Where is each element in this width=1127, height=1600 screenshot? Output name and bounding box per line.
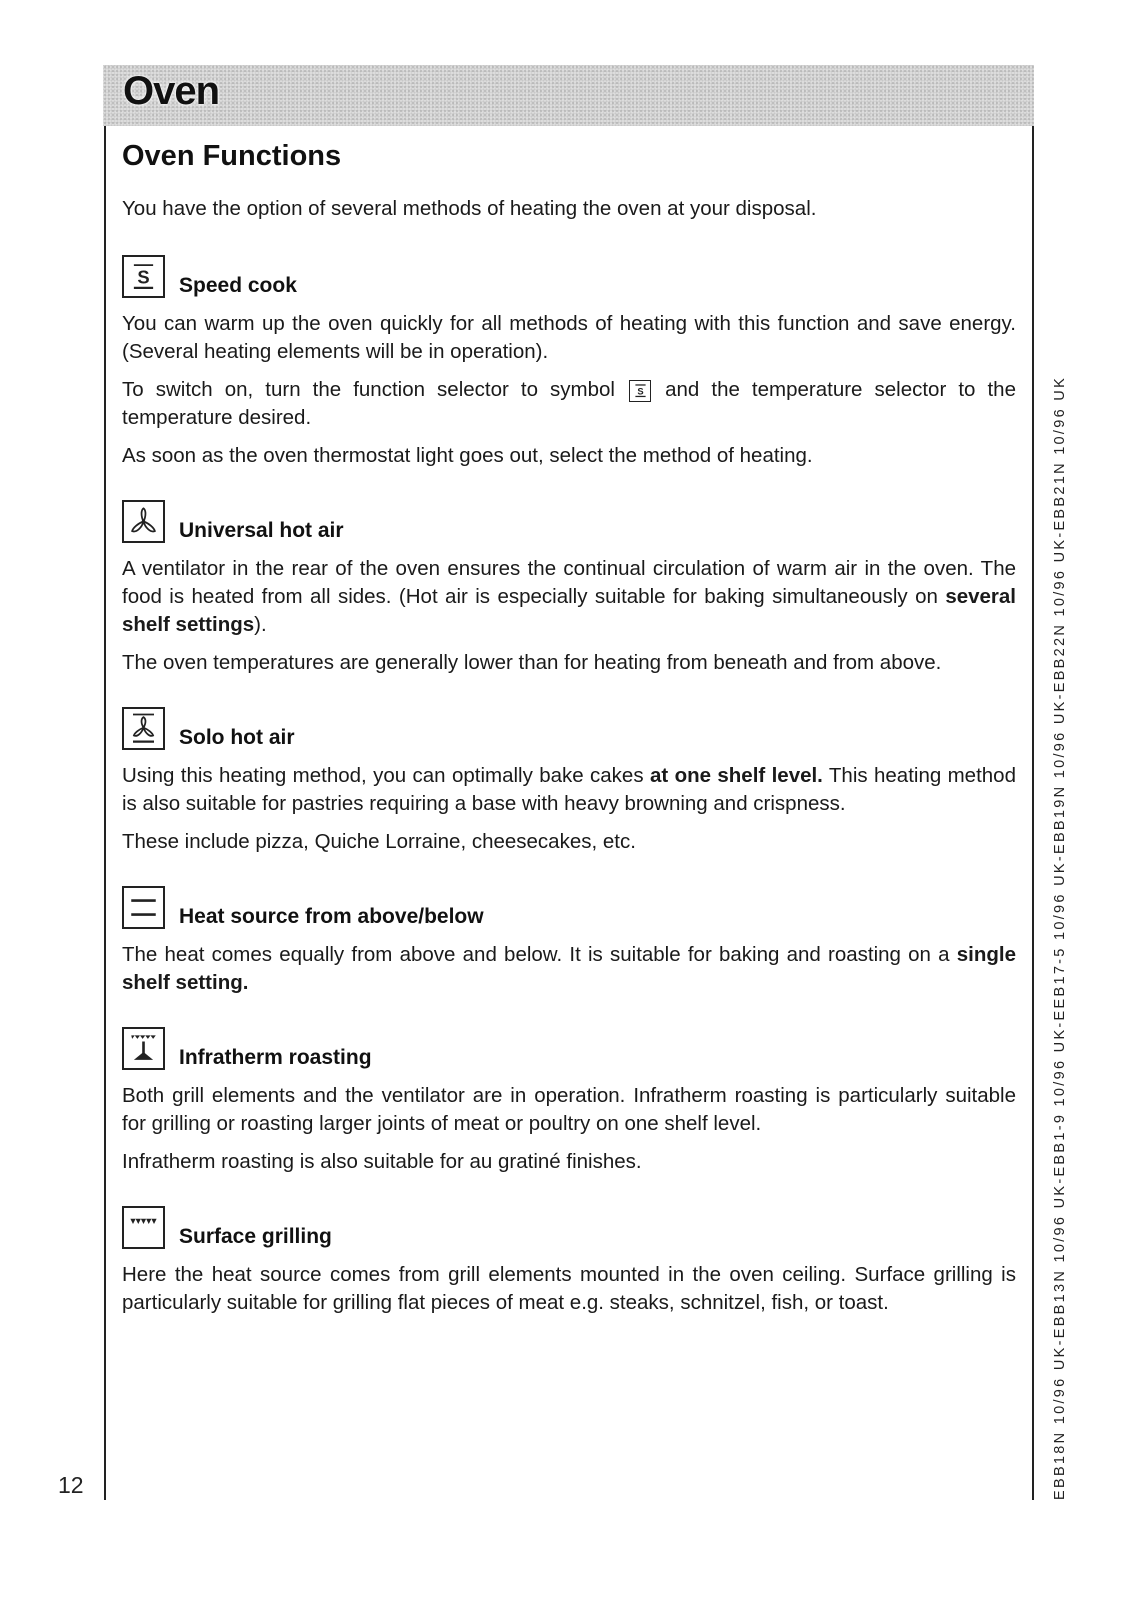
grill-with-fan-icon (122, 1027, 165, 1070)
function-infratherm-roasting (122, 1027, 1016, 1176)
function-description: Using this heating method, you can optimally bake cakes at one shelf level. This heating method is also suitable for pastries requiring a base with heavy browning and crispness. (122, 764, 1016, 815)
right-margin-rule (1032, 126, 1034, 1500)
intro-text: You have the option of several methods of heating the oven at your disposal. (122, 197, 817, 220)
function-title: Infratherm roasting (179, 1046, 372, 1069)
function-surface-grilling (122, 1206, 1016, 1317)
header-band (103, 65, 1034, 126)
grill-element-icon (122, 1206, 165, 1249)
function-title: Solo hot air (179, 726, 295, 749)
section-title: Oven Functions (122, 140, 342, 172)
function-universal-hot-air (122, 500, 1016, 677)
function-solo-hot-air (122, 707, 1016, 856)
left-margin-rule (104, 126, 106, 1500)
model-code-list: EBB18N 10/96 UK-EBB13N 10/96 UK-EBB1-9 10/96 UK-EEB17-5 10/96 UK-EBB19N 10/96 UK-EBB22N 10/96 UK-EBB21N 10/96 UK (1052, 375, 1068, 1500)
function-description: Both grill elements and the ventilator are in operation. Infratherm roasting is particularly suitable for grilling or roasting larger joints of meat or poultry on one shelf level. (122, 1084, 1016, 1135)
function-title: Surface grilling (179, 1225, 332, 1248)
function-description: The heat comes equally from above and below. It is suitable for baking and roasting on a single shelf setting. (122, 943, 1017, 994)
svg-text:S: S (636, 386, 644, 397)
speed-cook-s-icon (122, 255, 165, 298)
function-description: You can warm up the oven quickly for all methods of heating with this function and save energy. (Several heating elements will be in operation). (122, 312, 1016, 363)
function-note: The oven temperatures are generally lower than for heating from beneath and from above. (122, 651, 942, 674)
function-title: Heat source from above/below (179, 905, 484, 928)
fan-icon (122, 500, 165, 543)
speed-cook-s-icon (629, 380, 651, 402)
function-note: As soon as the oven thermostat light goes out, select the method of heating. (122, 444, 813, 467)
function-title: Universal hot air (179, 519, 344, 542)
function-description: Here the heat source comes from grill elements mounted in the oven ceiling. Surface grilling is particularly suitable for grilling flat pieces of meat e.g. steaks, schnitzel, fish, or toast. (122, 1263, 1016, 1314)
function-description: A ventilator in the rear of the oven ensures the continual circulation of warm air in the oven. The food is heated from all sides. (Hot air is especially suitable for baking simultaneously on several shelf settings). (122, 557, 1016, 636)
top-bottom-heat-icon (122, 886, 165, 929)
function-heat-above-below (122, 886, 1016, 997)
function-speed-cook (122, 255, 1016, 470)
function-note: Infratherm roasting is also suitable for au gratiné finishes. (122, 1150, 642, 1173)
page-header-title: Oven (123, 69, 220, 113)
page-number: 12 (58, 1472, 84, 1498)
main-content (122, 140, 1016, 1347)
function-title: Speed cook (179, 274, 297, 297)
function-note: These include pizza, Quiche Lorraine, cheesecakes, etc. (122, 830, 636, 853)
fan-with-bottom-heat-icon (122, 707, 165, 750)
function-instruction: To switch on, turn the function selector to symbol S and the temperature selector to the temperature desired. (122, 378, 1016, 429)
svg-text:S: S (137, 266, 150, 288)
